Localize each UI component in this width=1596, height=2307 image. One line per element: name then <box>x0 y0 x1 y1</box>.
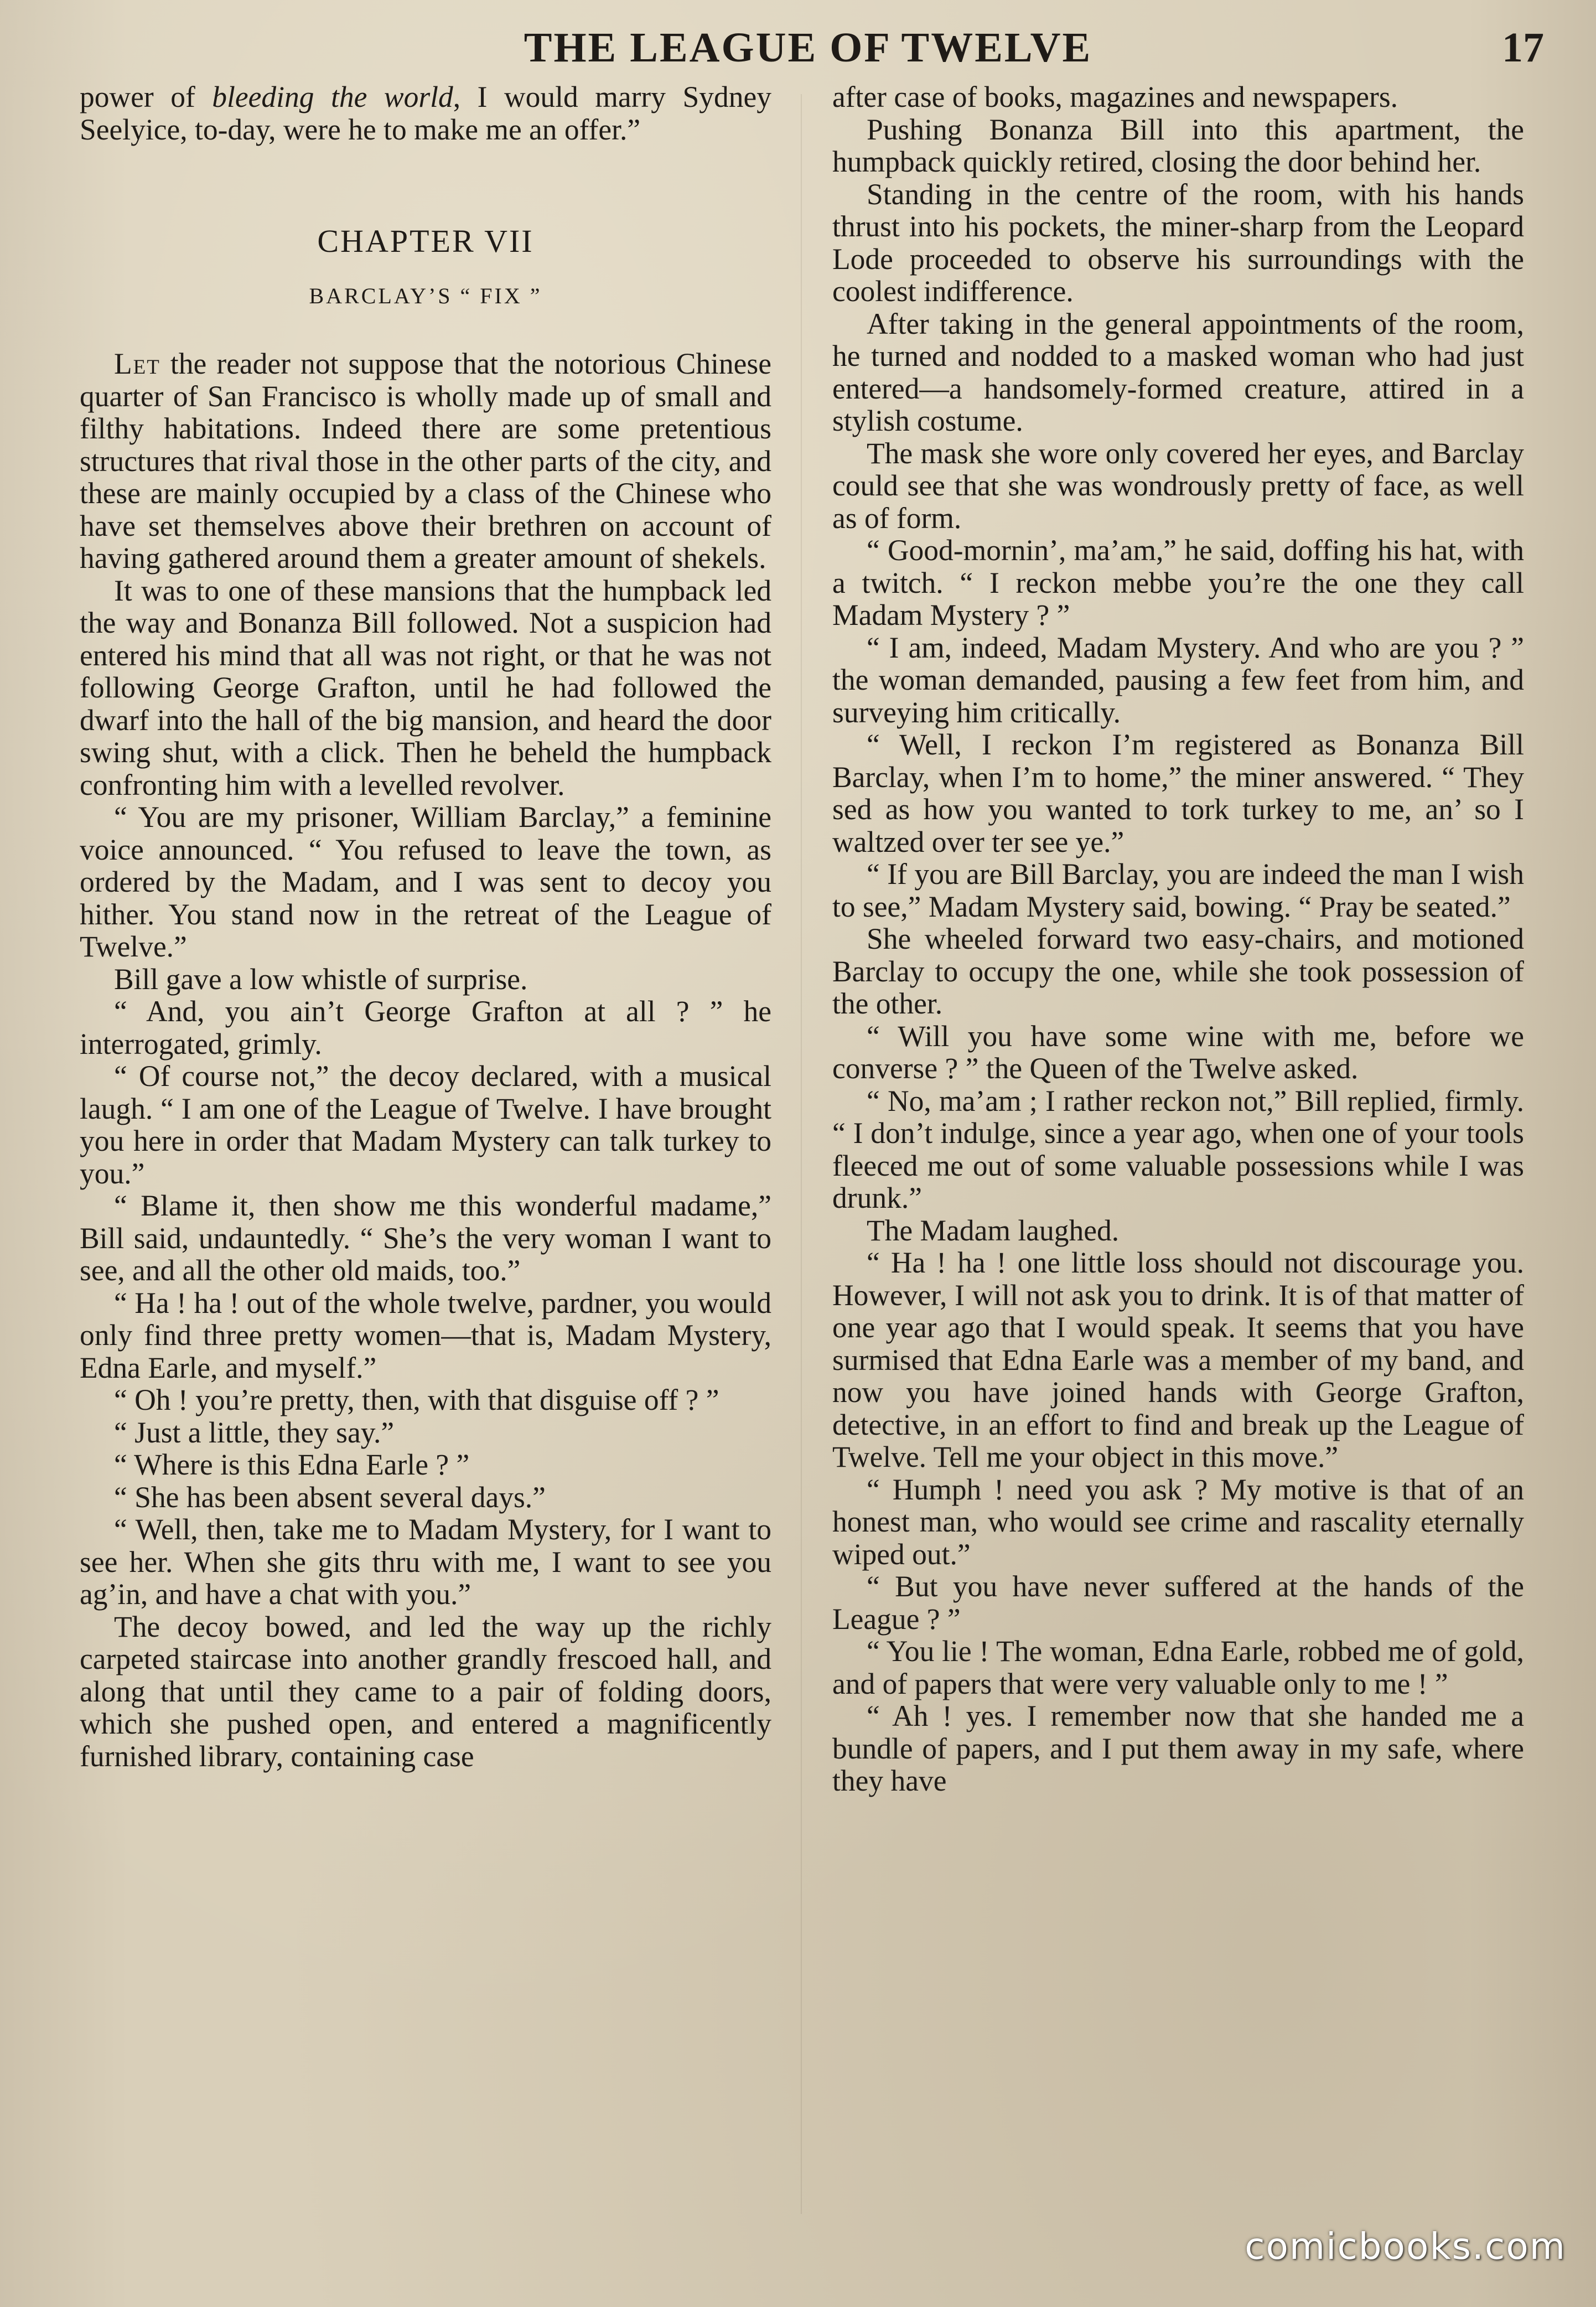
paragraph: “ No, ma’am ; I rather reckon not,” Bill replied, firmly. “ I don’t indulge, since a year ago, when one of your tools fleeced me out of some valuable possessions while I was drunk.” <box>832 1084 1524 1214</box>
paragraph: “ Where is this Edna Earle ? ” <box>114 1448 470 1481</box>
right-column <box>832 81 1524 2223</box>
chapter-heading: CHAPTER VII <box>317 223 534 259</box>
paragraph: Let the reader not suppose that the notorious Chinese quarter of San Francisco is wholly made up of small and filthy habitations. Indeed there are some pretentious structures that rival those in the other parts of the city, and these are mainly occupied by a class of the Chinese who have set themselves above their brethren on account of having gathered around them a greater amount of shekels. <box>80 347 771 575</box>
paragraph: “ Ha ! ha ! one little loss should not discourage you. However, I will not ask you to drink. It is of that matter of one year ago that I would speak. It seems that you have surmised that Edna Earle was a member of my band, and now you have joined hands with George Grafton, detective, in an effort to find and break up the League of Twelve. Tell me your object in this move.” <box>832 1246 1524 1473</box>
paragraph: It was to one of these mansions that the humpback led the way and Bonanza Bill followed. Not a suspicion had entered his mind that all was not right, or that he was not following George Grafton, until he had followed the dwarf into the hall of the big mansion, and heard the door swing shut, with a click. Then he beheld the humpback confronting him with a levelled revolver. <box>80 573 771 801</box>
paragraph: “ Ah ! yes. I remember now that she handed me a bundle of papers, and I put them away in my safe, where they have <box>832 1699 1524 1797</box>
paragraph: “ And, you ain’t George Grafton at all ? ” he interrogated, grimly. <box>80 995 771 1061</box>
paragraph: The Madam laughed. <box>867 1213 1120 1247</box>
paragraph: Pushing Bonanza Bill into this apartment, the humpback quickly retired, closing the door behind her. <box>832 112 1524 178</box>
paragraph: “ She has been absent several days.” <box>114 1480 546 1514</box>
paragraph: “ Of course not,” the decoy declared, with a musical laugh. “ I am one of the League of Twelve. I have brought you here in order that Madam Mystery can talk turkey to you.” <box>80 1059 771 1190</box>
paragraph: “ Blame it, then show me this wonderful madame,” Bill said, undauntedly. “ She’s the very woman I want to see, and all the other old maids, too.” <box>80 1189 771 1287</box>
paragraph: “ Just a little, they say.” <box>114 1415 395 1449</box>
paragraph: After taking in the general appointments of the room, he turned and nodded to a masked woman who had just entered—a handsomely-formed creature, attired in a stylish costume. <box>832 307 1524 437</box>
paragraph: “ Well, then, take me to Madam Mystery, for I want to see her. When she gits thru with me, I want to see you ag’in, and have a chat with you.” <box>80 1513 771 1611</box>
running-header <box>72 20 1544 75</box>
site-watermark: comicbooks.com <box>1245 2225 1566 2268</box>
paragraph: The mask she wore only covered her eyes, and Barclay could see that she was wondrously pretty of face, as well as of form. <box>832 436 1524 535</box>
running-title: THE LEAGUE OF TWELVE <box>524 24 1092 71</box>
left-column <box>80 81 771 2223</box>
paragraph: “ Will you have some wine with me, before we converse ? ” the Queen of the Twelve asked. <box>832 1019 1524 1085</box>
paragraph: “ Well, I reckon I’m registered as Bonanza Bill Barclay, when I’m to home,” the miner answered. “ They sed as how you wanted to tork turkey to me, an’ so I waltzed over ter see ye.” <box>832 728 1524 858</box>
paragraph: Standing in the centre of the room, with his hands thrust into his pockets, the miner-sharp from the Leopard Lode proceeded to observe his surroundings with the coolest indifference. <box>832 177 1524 308</box>
paragraph: “ Oh ! you’re pretty, then, with that disguise off ? ” <box>114 1383 719 1416</box>
paragraph: “ I am, indeed, Madam Mystery. And who are you ? ” the woman demanded, pausing a few feet from him, and surveying him critically. <box>832 630 1524 729</box>
paragraph: The decoy bowed, and led the way up the richly carpeted staircase into another grandly frescoed hall, and along that until they came to a pair of folding doors, which she pushed open, and entered a magnificently furnished library, containing case <box>80 1610 771 1773</box>
paragraph: “ If you are Bill Barclay, you are indeed the man I wish to see,” Madam Mystery said, bowing. “ Pray be seated.” <box>832 857 1524 923</box>
chapter-subheading: BARCLAY’S “ FIX ” <box>309 283 542 308</box>
paragraph: Bill gave a low whistle of surprise. <box>114 962 528 996</box>
paragraph: “ You are my prisoner, William Barclay,” a feminine voice announced. “ You refused to leave the town, as ordered by the Madam, and I was sent to decoy you hither. You stand now in the retreat of the League of Twelve.” <box>80 800 771 963</box>
paragraph: “ Good-mornin’, ma’am,” he said, doffing his hat, with a twitch. “ I reckon mebbe you’re the one they call Madam Mystery ? ” <box>832 534 1524 632</box>
paragraph: “ You lie ! The woman, Edna Earle, robbed me of gold, and of papers that were very valuable only to me ! ” <box>832 1634 1524 1700</box>
page-number: 17 <box>1502 24 1544 71</box>
paragraph: She wheeled forward two easy-chairs, and motioned Barclay to occupy the one, while she took possession of the other. <box>832 922 1524 1020</box>
paragraph: “ But you have never suffered at the hands of the League ? ” <box>832 1570 1524 1636</box>
paragraph: “ Humph ! need you ask ? My motive is that of an honest man, who would see crime and rascality eternally wiped out.” <box>832 1472 1524 1571</box>
paragraph: after case of books, magazines and newspapers. <box>832 81 1398 113</box>
paragraph: power of bleeding the world, I would marry Sydney Seelyice, to-day, were he to make me an offer.” <box>80 81 771 146</box>
paragraph: “ Ha ! ha ! out of the whole twelve, pardner, you would only find three pretty women—that is, Madam Mystery, Edna Earle, and myself.” <box>80 1286 771 1384</box>
column-divider <box>801 94 802 2214</box>
